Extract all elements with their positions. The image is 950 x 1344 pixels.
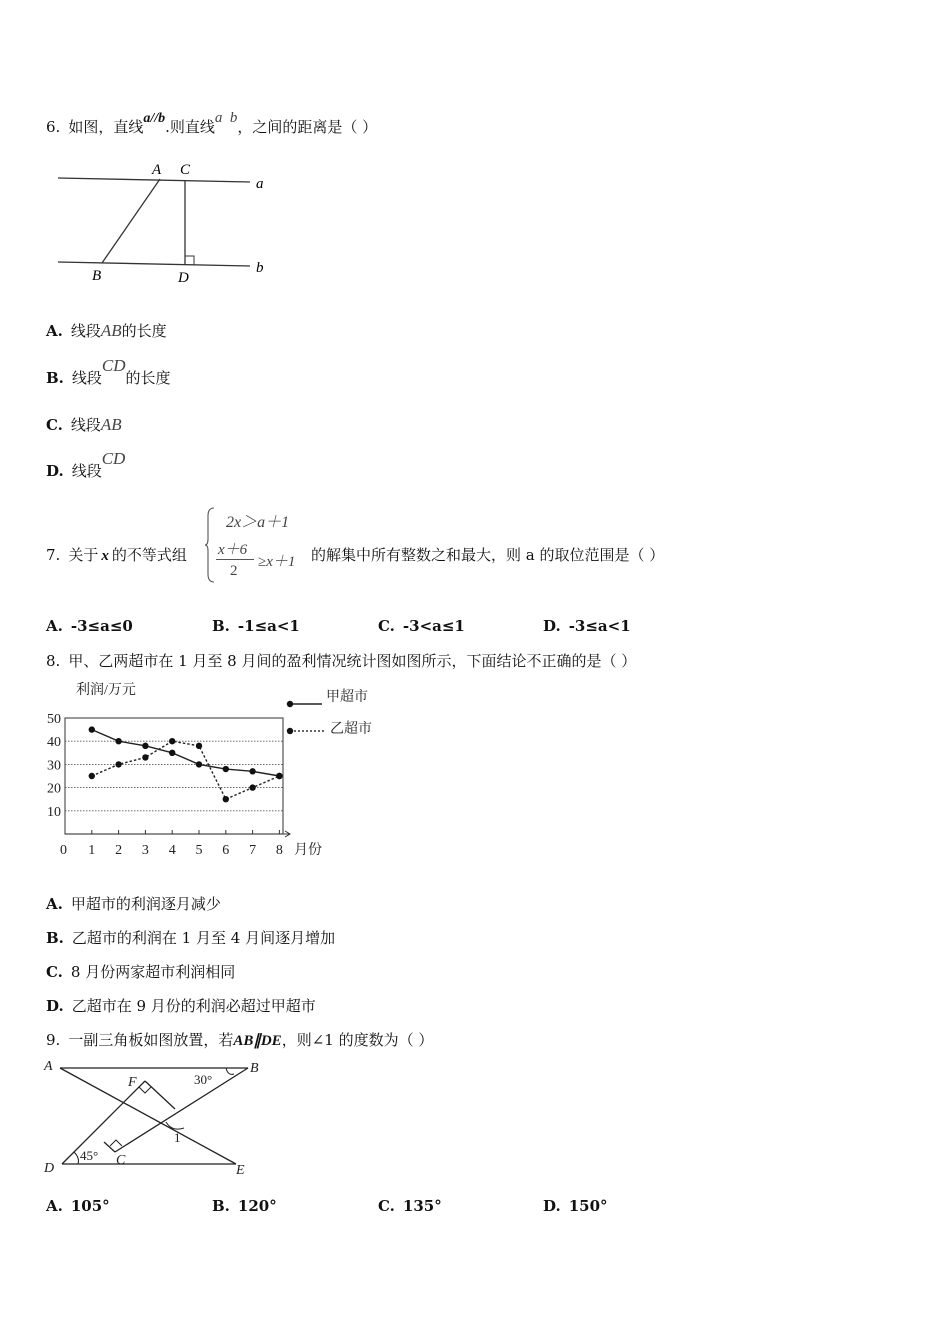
q8-option-b xyxy=(46,927,335,948)
q9-angle-45: 45° xyxy=(80,1148,99,1163)
option-math: CD xyxy=(101,356,126,375)
series-point-yi xyxy=(249,784,255,790)
q6-option-b xyxy=(46,356,171,388)
q8-stem xyxy=(46,650,636,671)
option-label: C. xyxy=(46,416,63,434)
series-point-yi xyxy=(196,743,202,749)
q8-number: 8. xyxy=(46,652,61,670)
q8-option-d xyxy=(46,995,316,1016)
chart-y-tick-label: 10 xyxy=(47,804,61,820)
q6-option-a xyxy=(46,320,167,341)
option-label: C. xyxy=(378,617,395,635)
option-label: D. xyxy=(543,1197,561,1215)
q7-stem-left xyxy=(46,544,187,565)
chart-x-tick-label: 1 xyxy=(88,843,96,858)
q6-option-d xyxy=(46,449,126,481)
q9-angle-30: 30° xyxy=(194,1072,213,1087)
q8-option-a xyxy=(46,893,221,914)
q6-vars: a b xyxy=(214,110,238,126)
option-text: 线段 xyxy=(71,462,102,480)
option-text: 乙超市在 9 月份的利润必超过甲超市 xyxy=(71,997,316,1015)
chart-x-tick-label: 8 xyxy=(275,843,283,858)
q9-option-b xyxy=(212,1197,277,1215)
q6-point-a: A xyxy=(152,162,162,178)
q8-profit-chart xyxy=(40,676,400,862)
option-tail: 的长度 xyxy=(125,369,171,387)
series-point-jia xyxy=(142,743,148,749)
option-text: 乙超市的利润在 1 月至 4 月间逐月增加 xyxy=(71,929,336,947)
option-label: D. xyxy=(46,462,64,480)
q9-stem xyxy=(46,1029,433,1050)
option-text: -1≤a<1 xyxy=(237,617,300,635)
q6-line-a: a xyxy=(256,176,264,192)
option-text: 甲超市的利润逐月减少 xyxy=(70,895,221,913)
legend-label-yi: 乙超市 xyxy=(330,722,372,737)
option-label: B. xyxy=(212,617,230,635)
q7-frac-bar xyxy=(216,559,254,560)
q6-stem xyxy=(46,110,378,137)
series-point-yi xyxy=(169,738,175,744)
series-point-yi xyxy=(276,773,282,779)
q7-option-a xyxy=(46,617,133,635)
q9-figure xyxy=(40,1054,280,1184)
series-point-jia xyxy=(169,750,175,756)
chart-y-tick-label: 50 xyxy=(47,712,61,727)
option-tail: 的长度 xyxy=(121,322,167,340)
q9-stem-a: 一副三角板如图放置，若 xyxy=(68,1031,234,1049)
q6-stem-c: ，之间的距离是（ ） xyxy=(237,118,378,136)
q6-number: 6. xyxy=(46,118,61,136)
option-label: B. xyxy=(212,1197,230,1215)
q6-stem-b: .则直线 xyxy=(165,118,215,136)
legend-marker-jia xyxy=(287,701,293,707)
q9-label-a: A xyxy=(44,1059,53,1074)
series-point-yi xyxy=(142,754,148,760)
q9-label-b: B xyxy=(250,1061,259,1076)
option-text: -3≤a<1 xyxy=(568,617,631,635)
chart-x-tick-label: 7 xyxy=(249,843,257,858)
q7-option-b xyxy=(212,617,300,635)
q7-ineq2-rhs: ≥x＋1 xyxy=(258,554,296,570)
option-label: D. xyxy=(543,617,561,635)
option-text: 线段 xyxy=(70,416,101,434)
chart-x-tick-label: 2 xyxy=(115,843,123,858)
option-text: -3<a≤1 xyxy=(402,617,465,635)
option-math: CD xyxy=(101,449,126,468)
q9-option-a xyxy=(46,1197,110,1215)
q9-stem-b: ，则∠1 的度数为（ ） xyxy=(281,1031,434,1049)
q9-cond: AB∥DE xyxy=(233,1033,282,1049)
q6-point-c: C xyxy=(180,162,191,178)
q9-label-e: E xyxy=(236,1163,245,1178)
q7-frac-num: x＋6 xyxy=(218,542,248,558)
option-label: B. xyxy=(46,369,64,387)
chart-x-tick-label: 5 xyxy=(195,843,203,858)
q6-point-d: D xyxy=(178,270,189,286)
option-text: 120° xyxy=(237,1197,277,1215)
q9-number: 9. xyxy=(46,1031,61,1049)
option-label: C. xyxy=(378,1197,395,1215)
option-label: A. xyxy=(46,322,63,340)
chart-y-tick-label: 40 xyxy=(47,735,61,751)
q7-option-c xyxy=(378,617,465,635)
option-text: 150° xyxy=(568,1197,608,1215)
series-point-jia xyxy=(196,761,202,767)
option-label: C. xyxy=(46,963,63,981)
q9-option-c xyxy=(378,1197,442,1215)
chart-x-tick-label: 3 xyxy=(141,843,149,858)
q6-stem-a: 如图，直线 xyxy=(68,118,144,136)
q7-stem-a: 关于 xyxy=(68,546,99,564)
chart-ylabel: 利润/万元 xyxy=(76,683,136,698)
q7-frac-den: 2 xyxy=(230,563,238,579)
q6-cond: a//b xyxy=(143,111,166,126)
series-point-yi xyxy=(115,761,121,767)
q7-number: 7. xyxy=(46,546,61,564)
series-point-jia xyxy=(89,726,95,732)
option-text: 线段 xyxy=(70,322,101,340)
chart-y-tick-label: 30 xyxy=(47,758,61,774)
chart-plot-area xyxy=(65,718,283,834)
chart-y-tick-label: 20 xyxy=(47,781,61,797)
chart-x-tick-label: 6 xyxy=(222,843,230,858)
option-label: D. xyxy=(46,997,64,1015)
series-point-jia xyxy=(115,738,121,744)
q9-label-c: C xyxy=(116,1153,126,1168)
q7-ineq1: 2x＞a＋1 xyxy=(226,514,290,531)
chart-x-tick-label: 4 xyxy=(168,843,176,858)
legend-label-jia: 甲超市 xyxy=(326,690,368,705)
option-math: AB xyxy=(100,415,122,434)
option-label: A. xyxy=(46,1197,63,1215)
q9-label-f: F xyxy=(128,1075,137,1090)
option-text: 8 月份两家超市利润相同 xyxy=(70,963,236,981)
option-text: -3≤a≤0 xyxy=(70,617,133,635)
option-text: 135° xyxy=(402,1197,442,1215)
option-label: B. xyxy=(46,929,64,947)
q6-figure xyxy=(50,156,280,286)
q7-option-d xyxy=(543,617,631,635)
q6-line-b: b xyxy=(256,260,264,276)
q7-x: x xyxy=(101,548,109,564)
q6-point-b: B xyxy=(92,268,102,284)
option-text: 105° xyxy=(70,1197,110,1215)
q9-angle-1: 1 xyxy=(174,1130,181,1145)
series-point-jia xyxy=(249,768,255,774)
q6-option-c xyxy=(46,414,122,435)
series-point-yi xyxy=(223,796,229,802)
q8-stem-text: 甲、乙两超市在 1 月至 8 月间的盈利情况统计图如图所示，下面结论不正确的是（ ） xyxy=(68,652,637,670)
option-label: A. xyxy=(46,895,63,913)
series-point-jia xyxy=(223,766,229,772)
series-point-yi xyxy=(89,773,95,779)
q7-stem-right: 的解集中所有整数之和最大，则 a 的取位范围是（ ） xyxy=(311,546,665,564)
chart-xlabel: 月份 xyxy=(294,843,322,858)
q8-option-c xyxy=(46,961,235,982)
chart-origin: 0 xyxy=(60,843,67,858)
q9-label-d: D xyxy=(44,1161,55,1176)
q9-option-d xyxy=(543,1197,608,1215)
q7-brace xyxy=(204,506,216,584)
option-label: A. xyxy=(46,617,63,635)
option-math: AB xyxy=(100,321,122,340)
option-text: 线段 xyxy=(71,369,102,387)
q7-stem-b: 的不等式组 xyxy=(111,546,187,564)
legend-marker-yi xyxy=(287,728,293,734)
